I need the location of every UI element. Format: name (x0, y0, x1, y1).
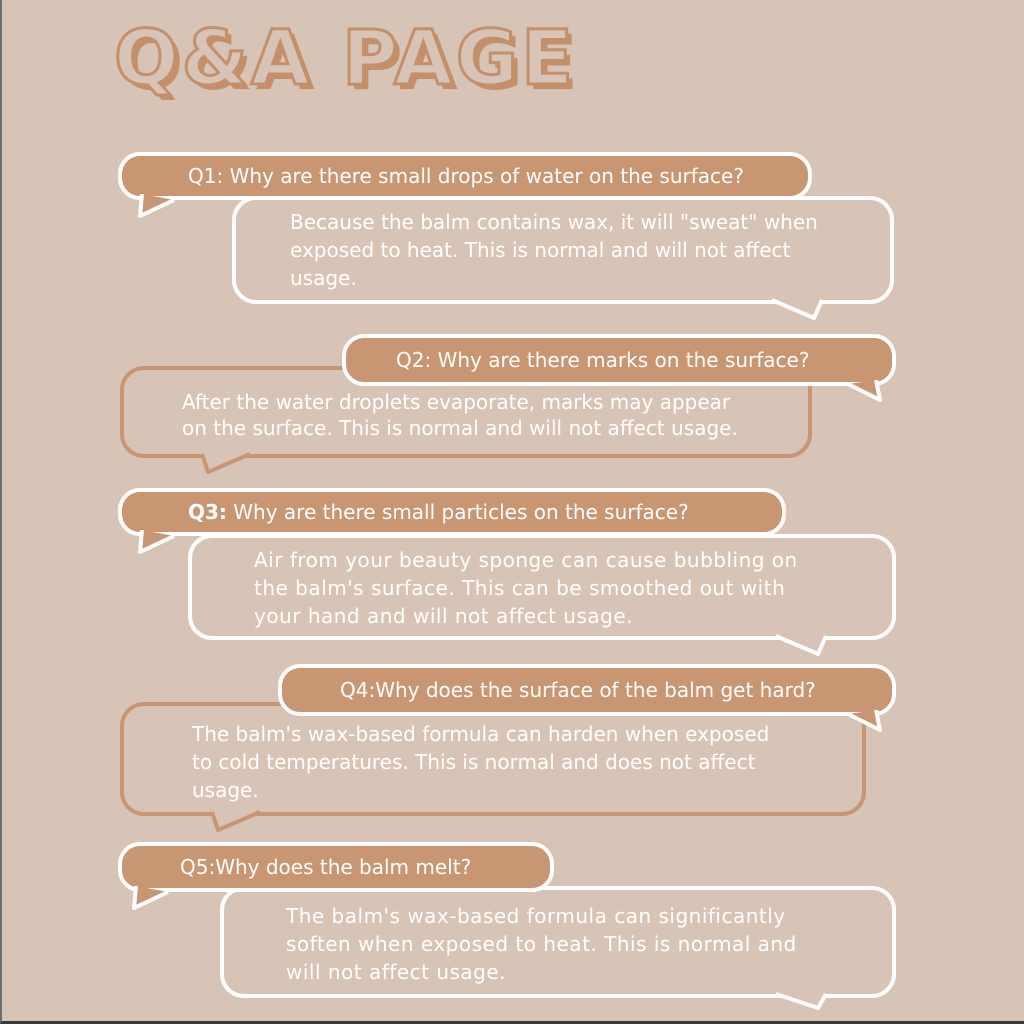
question-bubble-5 (118, 842, 554, 892)
question-bubble-3 (118, 488, 786, 536)
answer-1-line-1: Because the balm contains wax, it will "sweat" when (290, 210, 818, 234)
answer-bubble-3 (188, 534, 896, 640)
answer-3-line-2: the balm's surface. This can be smoothed out with (254, 576, 786, 600)
answer-2-tail (200, 452, 260, 476)
answer-5-line-3: will not affect usage. (286, 960, 507, 984)
question-3-tail (134, 530, 184, 556)
answer-4-tail (210, 810, 270, 834)
question-5-text: Q5:Why does the balm melt? (180, 855, 472, 879)
answer-2-line-1: After the water droplets evaporate, marks may appear (182, 390, 731, 414)
answer-bubble-4 (120, 702, 866, 816)
answer-4-line-2: to cold temperatures. This is normal and does not affect (192, 750, 756, 774)
answer-1-line-3: usage. (290, 266, 357, 290)
question-2-text: Q2: Why are there marks on the surface? (396, 348, 810, 372)
question-bubble-1 (118, 152, 812, 200)
question-bubble-4 (278, 664, 896, 716)
question-bubble-2 (342, 334, 896, 386)
answer-1-line-2: exposed to heat. This is normal and will not affect (290, 238, 791, 262)
answer-5-tail (774, 992, 834, 1012)
answer-bubble-1 (232, 196, 894, 304)
answer-1-tail (770, 298, 830, 322)
question-5-tail (128, 886, 178, 912)
question-2-tail (846, 380, 896, 406)
answer-4-line-1: The balm's wax-based formula can harden when exposed (192, 722, 770, 746)
answer-5-line-2: soften when exposed to heat. This is normal and (286, 932, 797, 956)
answer-bubble-5 (220, 886, 896, 998)
question-3-prefix: Q3: (188, 500, 227, 524)
answer-2-line-2: on the surface. This is normal and will not affect usage. (182, 416, 738, 440)
question-1-tail (134, 194, 184, 220)
answer-3-line-3: your hand and will not affect usage. (254, 604, 634, 628)
question-4-text: Q4:Why does the surface of the balm get hard? (340, 678, 816, 702)
answer-5-line-1: The balm's wax-based formula can significantly (286, 904, 786, 928)
question-4-tail (846, 710, 896, 736)
answer-3-tail (774, 634, 834, 658)
answer-3-line-1: Air from your beauty sponge can cause bubbling on (254, 548, 798, 572)
answer-4-line-3: usage. (192, 778, 259, 802)
page-title: Q&A PAGE (114, 13, 577, 102)
question-3-text: Why are there small particles on the surface? (233, 500, 689, 524)
question-1-text: Q1: Why are there small drops of water on the surface? (188, 164, 744, 188)
